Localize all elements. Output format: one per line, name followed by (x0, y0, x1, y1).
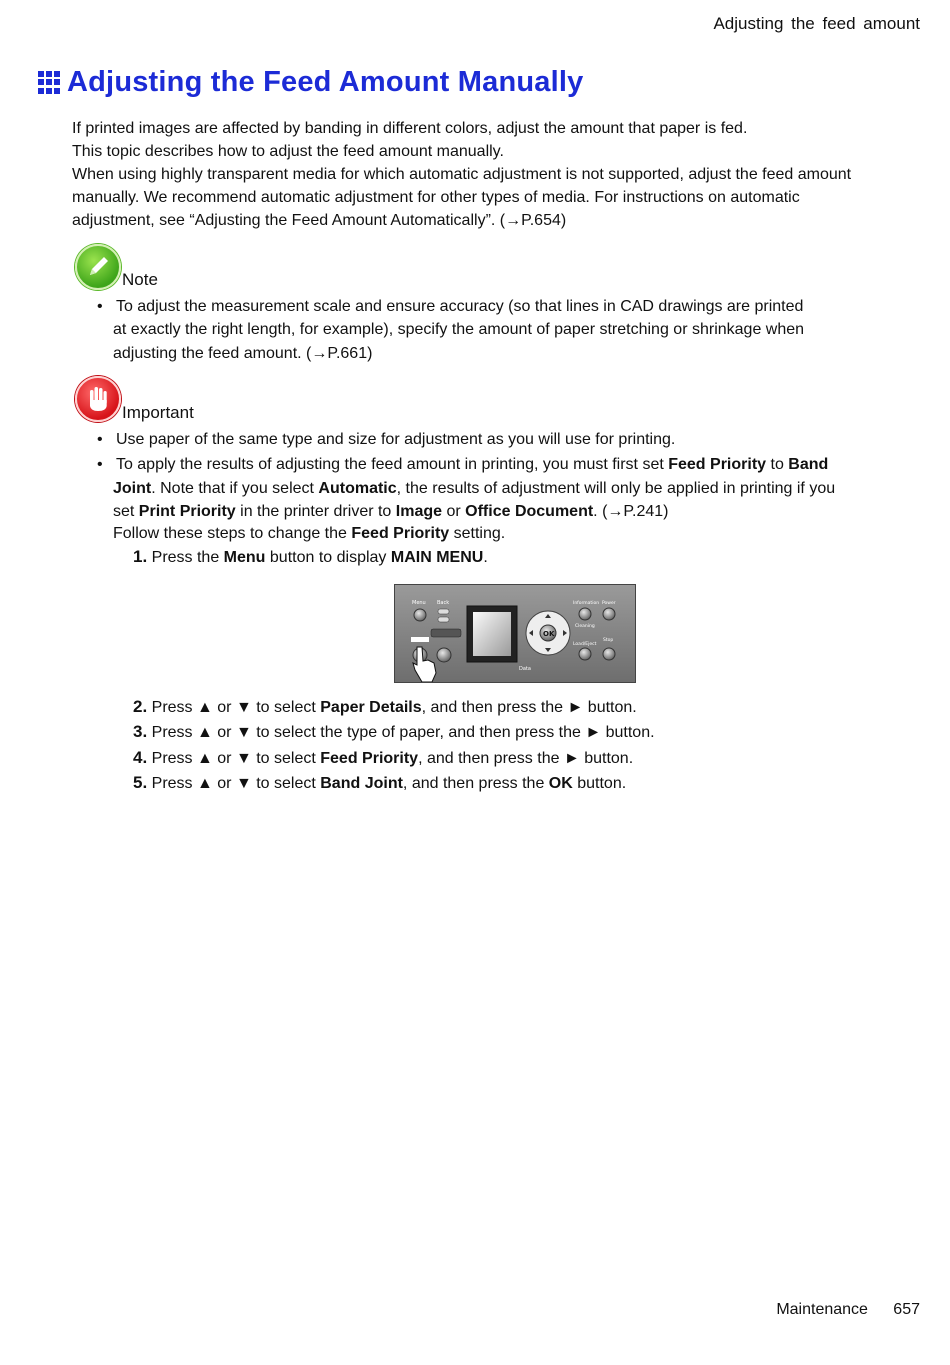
intro-line: manually. We recommend automatic adjustment for other types of media. For instructions on automatic (72, 189, 800, 206)
page-number: 657 (893, 1301, 920, 1318)
step-4: 4. Press ▲ or ▼ to select Feed Priority, and then press the ► button. (133, 748, 634, 767)
pencil-icon (75, 244, 121, 290)
stop-hand-icon (75, 376, 121, 422)
intro-line: adjustment, see “Adjusting the Feed Amount Automatically”. (→P.654) (72, 212, 567, 229)
note-line: at exactly the right length, for example), specify the amount of paper stretching or shrinkage when (113, 321, 805, 338)
svg-text:Information: Information (573, 601, 600, 606)
important-label: Important (122, 403, 194, 422)
svg-text:Power: Power (602, 601, 616, 606)
grid-icon (38, 71, 62, 95)
step-2: 2. Press ▲ or ▼ to select Paper Details, and then press the ► button. (133, 697, 637, 716)
svg-text:Data: Data (519, 666, 531, 672)
svg-text:Back: Back (437, 600, 450, 606)
note-label: Note (122, 270, 158, 289)
step-5: 5. Press ▲ or ▼ to select Band Joint, and then press the OK button. (133, 773, 627, 792)
svg-text:OK: OK (543, 630, 555, 638)
intro-line: When using highly transparent media for which automatic adjustment is not supported, adjust the feed amount (72, 166, 852, 183)
note-bullet: • To adjust the measurement scale and ensure accuracy (so that lines in CAD drawings are printed (97, 298, 804, 315)
note-line: adjusting the feed amount. (→P.661) (113, 345, 373, 362)
page-footer (776, 1301, 920, 1319)
important-bullet: • To apply the results of adjusting the feed amount in printing, you must first set Feed Priority to Band (97, 456, 829, 473)
page-title: Adjusting the Feed Amount Manually (67, 66, 584, 98)
intro-line: This topic describes how to adjust the feed amount manually. (72, 143, 504, 160)
important-line: Joint. Note that if you select Automatic, the results of adjustment will only be applied in printing if you (113, 480, 836, 497)
step-1: 1. Press the Menu button to display MAIN MENU. (133, 547, 488, 566)
svg-text:Load/Eject: Load/Eject (573, 642, 597, 647)
important-bullet: • Use paper of the same type and size for adjustment as you will use for printing. (97, 431, 676, 448)
intro-line: If printed images are affected by banding in different colors, adjust the amount that paper is fed. (72, 120, 748, 137)
page-heading (38, 66, 583, 99)
svg-text:Menu: Menu (412, 600, 426, 606)
control-panel-illustration (395, 585, 635, 682)
running-header: Adjusting the feed amount (713, 14, 920, 33)
step-3: 3. Press ▲ or ▼ to select the type of paper, and then press the ► button. (133, 722, 655, 741)
svg-text:Cleaning: Cleaning (575, 624, 595, 629)
important-line: Follow these steps to change the Feed Priority setting. (113, 525, 506, 542)
important-line: set Print Priority in the printer driver to Image or Office Document. (→P.241) (113, 503, 669, 520)
footer-section: Maintenance (776, 1301, 868, 1318)
svg-text:Stop: Stop (603, 638, 614, 643)
control-panel-image (394, 584, 636, 683)
